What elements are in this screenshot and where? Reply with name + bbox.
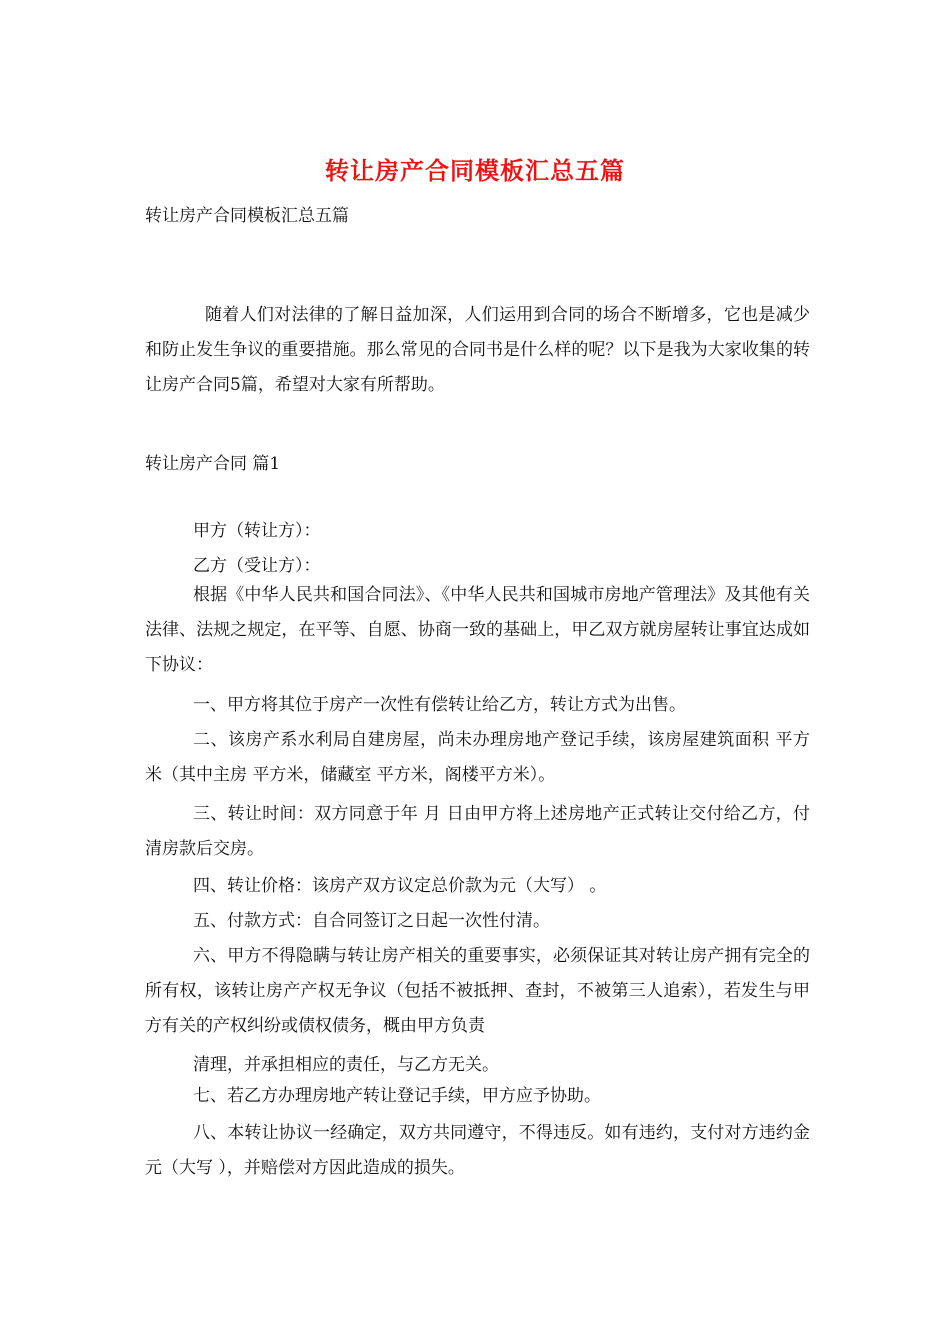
party-a-line: 甲方（转让方）： [193, 521, 321, 541]
clause-7: 七、若乙方办理房地产转让登记手续，甲方应予协助。 [193, 1086, 601, 1106]
clause-6-continuation: 清理，并承担相应的责任，与乙方无关。 [193, 1055, 499, 1075]
section-heading: 转让房产合同 篇1 [145, 454, 281, 474]
basis-paragraph: 根据《中华人民共和国合同法》、《中华人民共和国城市房地产管理法》及其他有关法律、法规之规定，在平等、自愿、协商一致的基础上，甲乙双方就房屋转让事宜达成如下协议： [145, 585, 810, 675]
clause-5: 五、付款方式：自合同签订之日起一次性付清。 [193, 911, 550, 931]
clause-2: 二、该房产系水利局自建房屋，尚未办理房地产登记手续，该房屋建筑面积 平方米（其中主房 平方米，储藏室 平方米，阁楼平方米）。 [145, 730, 810, 785]
document-subtitle: 转让房产合同模板汇总五篇 [145, 206, 349, 226]
clause-6: 六、甲方不得隐瞒与转让房产相关的重要事实，必须保证其对转让房产拥有完全的所有权，该转让房产产权无争议（包括不被抵押、查封，不被第三人追索），若发生与甲方有关的产权纠纷或债权债务，概由甲方负责 [145, 946, 810, 1036]
clause-1: 一、甲方将其位于房产一次性有偿转让给乙方，转让方式为出售。 [193, 695, 686, 715]
party-b-line: 乙方（受让方）： [193, 556, 321, 576]
clause-8: 八、本转让协议一经确定，双方共同遵守，不得违反。如有违约，支付对方违约金 元（大写 ），并赔偿对方因此造成的损失。 [145, 1123, 810, 1178]
intro-paragraph: 随着人们对法律的了解日益加深，人们运用到合同的场合不断增多，它也是减少和防止发生争议的重要措施。那么常见的合同书是什么样的呢？以下是我为大家收集的转让房产合同5篇，希望对大家有所帮助。 [145, 305, 810, 395]
clause-4: 四、转让价格：该房产双方议定总价款为元（大写） 。 [193, 876, 607, 896]
clause-3: 三、转让时间：双方同意于年 月 日由甲方将上述房地产正式转让交付给乙方，付清房款后交房。 [145, 804, 810, 859]
document-title: 转让房产合同模板汇总五篇 [325, 156, 625, 185]
